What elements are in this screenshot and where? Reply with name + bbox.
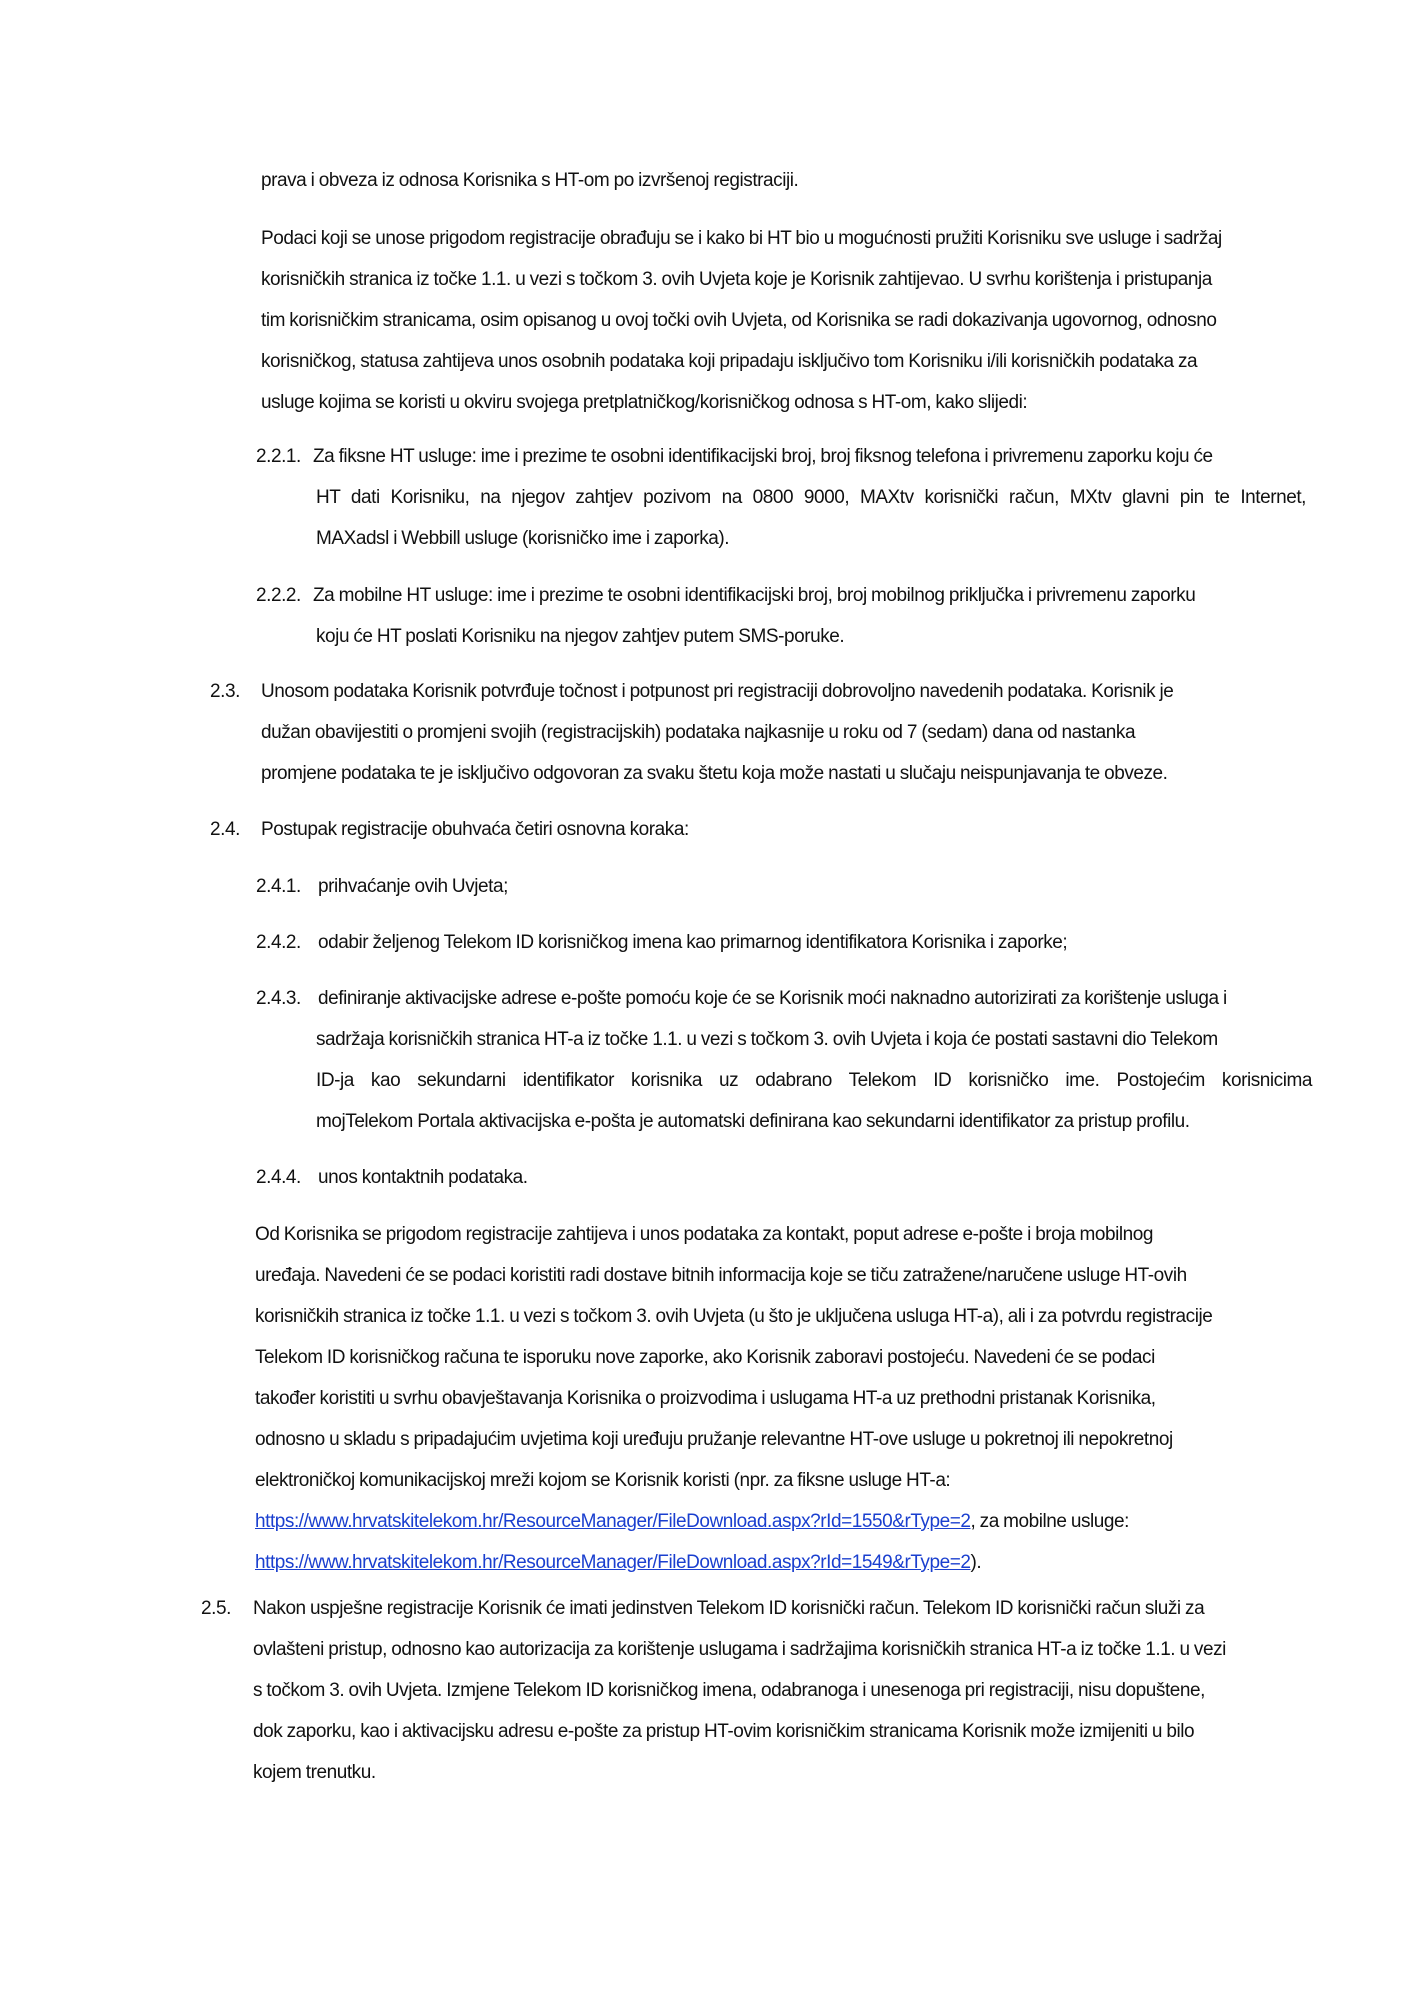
text-line: dužan obavijestiti o promjeni svojih (registracijskih) podataka najkasnije u roku od 7 (sedam) dana od nastanka [261,722,1136,743]
text-line: Podaci koji se unose prigodom registracije obrađuju se i kako bi HT bio u mogućnosti pružiti Korisniku sve usluge i sadržaj [261,228,1222,249]
text-line: Postupak registracije obuhvaća četiri osnovna koraka: [261,819,689,840]
section-2-4-2-text [318,922,1067,963]
section-number: 2.2.2. [256,585,301,606]
text-line: kojem trenutku. [253,1762,376,1783]
text-line: odabir željenog Telekom ID korisničkog imena kao primarnog identifikatora Korisnika i zaporke; [318,932,1068,953]
text-line: Telekom ID korisničkog računa te isporuku nove zaporke, ako Korisnik zaboravi postojeću. Navedeni će se podaci [255,1347,1155,1368]
text-line: korisničkog, statusa zahtijeva unos osobnih podataka koji pripadaju isključivo tom Korisniku i/ili korisničkih podataka za [261,351,1198,372]
text-line: također koristiti u svrhu obavještavanja Korisnika o proizvodima i uslugama HT-a uz prethodni pristanak Korisnika, [255,1388,1156,1409]
section-number: 2.4.2. [256,932,301,953]
section-number: 2.4.3. [256,988,301,1009]
section-2-4-1-text [318,866,508,907]
fixed-services-link[interactable]: https://www.hrvatskitelekom.hr/ResourceManager/FileDownload.aspx?rId=1550&rType=2 [255,1511,971,1532]
text-line: uređaja. Navedeni će se podaci koristiti radi dostave bitnih informacija koje se tiču zatražene/naručene usluge HT-ovih [255,1265,1187,1286]
text-line: HT dati Korisniku, na njegov zahtjev pozivom na 0800 9000, MAXtv korisnički račun, MXtv glavni pin te Internet, [316,487,1306,508]
section-2-2-2-text [313,575,1195,616]
text-line: Unosom podataka Korisnik potvrđuje točnost i potpunost pri registraciji dobrovoljno navedenih podataka. Korisnik je [261,681,1174,702]
section-number: 2.5. [201,1598,231,1619]
section-number: 2.4.4. [256,1167,301,1188]
intro-paragraph [261,160,798,201]
text-line: unos kontaktnih podataka. [318,1167,528,1188]
text-line: koju će HT poslati Korisniku na njegov zahtjev putem SMS-poruke. [316,626,845,647]
section-2-4-text [261,809,689,850]
text-line: odnosno u skladu s pripadajućim uvjetima koji uređuju pružanje relevantne HT-ove usluge u pokretnoj ili nepokretnoj [255,1429,1173,1450]
text-line: dok zaporku, kao i aktivacijsku adresu e-pošte za pristup HT-ovim korisničkim stranicama Korisnik može izmijeniti u bilo [253,1721,1195,1742]
text-line: usluge kojima se koristi u okviru svojega pretplatničkog/korisničkog odnosa s HT-om, kako slijedi: [261,392,1028,413]
text-line: elektroničkoj komunikacijskoj mreži kojom se Korisnik koristi (npr. za fiksne usluge HT-a: [255,1470,951,1491]
text-line: ID-ja kao sekundarni identifikator korisnika uz odabrano Telekom ID korisničko ime. Postojećim korisnicima [316,1070,1312,1091]
section-2-4-3-continuation [316,1060,1312,1101]
text-line: sadržaja korisničkih stranica HT-a iz točke 1.1. u vezi s točkom 3. ovih Uvjeta i koja će postati sastavni dio Telekom [316,1029,1218,1050]
text-line: korisničkih stranica iz točke 1.1. u vezi s točkom 3. ovih Uvjeta (u što je uključena usluga HT-a), ali i za potvrdu registracije [255,1306,1213,1327]
section-number: 2.2.1. [256,446,301,467]
text-line: korisničkih stranica iz točke 1.1. u vezi s točkom 3. ovih Uvjeta koje je Korisnik zahtijevao. U svrhu korištenja i pristupanja [261,269,1212,290]
section-number: 2.4.1. [256,876,301,897]
text-line: Od Korisnika se prigodom registracije zahtijeva i unos podataka za kontakt, poput adrese e-pošte i broja mobilnog [255,1224,1154,1245]
section-2-2-1-continuation [316,518,729,559]
text-line: prihvaćanje ovih Uvjeta; [318,876,508,897]
text-line: Za fiksne HT usluge: ime i prezime te osobni identifikacijski broj, broj fiksnog telefona i privremenu zaporku koju će [313,446,1213,467]
section-2-2-2-continuation [316,616,844,657]
text-line: definiranje aktivacijske adrese e-pošte pomoću koje će se Korisnik moći naknadno autorizirati za korištenje usluga i [318,988,1227,1009]
text-line [255,1542,1212,1583]
text-line: ovlašteni pristup, odnosno kao autorizacija za korištenje uslugama i sadržajima korisničkih stranica HT-a iz točke 1.1. u vezi [253,1639,1226,1660]
text-line: prava i obveza iz odnosa Korisnika s HT-om po izvršenoj registraciji. [261,170,799,191]
mobile-services-link[interactable]: https://www.hrvatskitelekom.hr/ResourceManager/FileDownload.aspx?rId=1549&rType=2 [255,1552,971,1573]
text-line [255,1501,1212,1542]
section-2-2-1-text [313,436,1213,477]
paragraph-od-korisnika [255,1214,1212,1583]
text-line: MAXadsl i Webbill usluge (korisničko ime i zaporka). [316,528,730,549]
section-2-2-1-continuation [316,477,1306,518]
text-line: Nakon uspješne registracije Korisnik će imati jedinstven Telekom ID korisnički račun. Telekom ID korisnički račun služi za [253,1598,1205,1619]
section-number: 2.3. [210,681,240,702]
section-2-5-text [253,1588,1226,1793]
section-2-4-3-text [318,978,1227,1019]
section-2-3-text [261,671,1173,794]
section-number: 2.4. [210,819,240,840]
text-line: promjene podataka te je isključivo odgovoran za svaku štetu koja može nastati u slučaju neispunjavanja te obveze. [261,763,1168,784]
text-line: Za mobilne HT usluge: ime i prezime te osobni identifikacijski broj, broj mobilnog priključka i privremenu zaporku [313,585,1196,606]
link-suffix-text: ). [970,1552,982,1573]
section-2-4-3-continuation [316,1101,1190,1142]
section-2-4-3-continuation [316,1019,1218,1060]
text-line: tim korisničkim stranicama, osim opisanog u ovoj točki ovih Uvjeta, od Korisnika se radi dokazivanja ugovornog, odnosno [261,310,1217,331]
section-2-4-4-text [318,1157,528,1198]
text-line: mojTelekom Portala aktivacijska e-pošta je automatski definirana kao sekundarni identifikator za pristup profilu. [316,1111,1190,1132]
text-line: s točkom 3. ovih Uvjeta. Izmjene Telekom ID korisničkog imena, odabranoga i unesenoga pri registraciji, nisu dopuštene, [253,1680,1205,1701]
link-suffix-text: , za mobilne usluge: [970,1511,1129,1532]
paragraph-podaci [261,218,1222,423]
